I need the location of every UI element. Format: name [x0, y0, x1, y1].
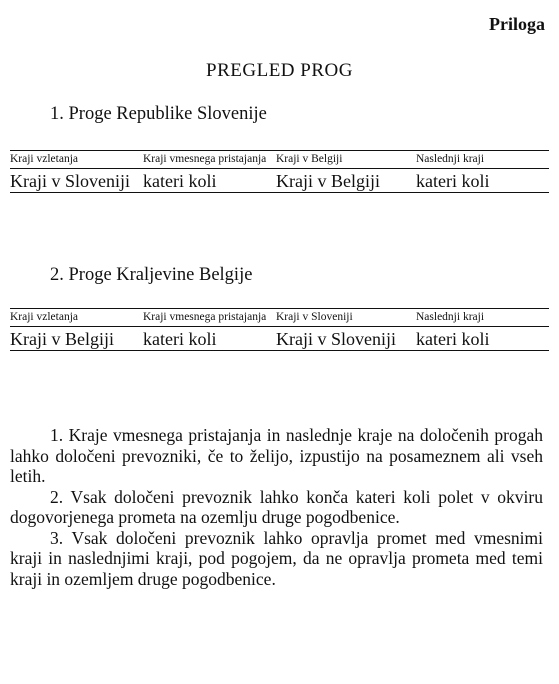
column-header: Kraji v Belgiji: [276, 151, 410, 169]
annex-label: Priloga: [489, 14, 545, 34]
table-header-row: [10, 151, 549, 169]
section-heading-2: 2. Proge Kraljevine Belgije: [50, 265, 253, 285]
column-header: Kraji vzletanja: [10, 309, 143, 327]
page-title: PREGLED PROG: [206, 60, 353, 81]
routes-table-1: [10, 150, 549, 193]
table-cell: Kraji v Belgiji: [10, 327, 143, 351]
table-cell: Kraji v Sloveniji: [10, 169, 143, 193]
table-cell: kateri koli: [143, 169, 276, 193]
column-header: Kraji v Sloveniji: [276, 309, 410, 327]
table-row: [10, 327, 549, 351]
column-header: Kraji vzletanja: [10, 151, 143, 169]
table-cell: kateri koli: [410, 169, 549, 193]
section-heading-1: 1. Proge Republike Slovenije: [50, 104, 267, 124]
column-header: Kraji vmesnega pristajanja: [143, 151, 276, 169]
column-header: Naslednji kraji: [410, 309, 549, 327]
note-paragraph: 2. Vsak določeni prevoznik lahko konča kateri koli polet v okviru dogovorjenega prometa na ozemlju druge pogodbenice.: [10, 486, 543, 527]
routes-table-2: [10, 308, 549, 351]
column-header: Naslednji kraji: [410, 151, 549, 169]
table-cell: Kraji v Belgiji: [276, 169, 410, 193]
table-cell: Kraji v Sloveniji: [276, 327, 410, 351]
column-header: Kraji vmesnega pristajanja: [143, 309, 276, 327]
note-paragraph: 3. Vsak določeni prevoznik lahko opravlja promet med vmesnimi kraji in naslednjimi kraji, pod pogojem, da ne opravlja prometa med temi kraji in ozemljem druge pogodbenice.: [10, 527, 543, 589]
notes: [10, 425, 543, 589]
table-cell: kateri koli: [410, 327, 549, 351]
table-cell: kateri koli: [143, 327, 276, 351]
table-row: [10, 169, 549, 193]
table-header-row: [10, 309, 549, 327]
note-paragraph: 1. Kraje vmesnega pristajanja in naslednje kraje na določenih progah lahko določeni prevozniki, če to želijo, izpustijo na posameznem ali vseh letih.: [10, 425, 543, 486]
